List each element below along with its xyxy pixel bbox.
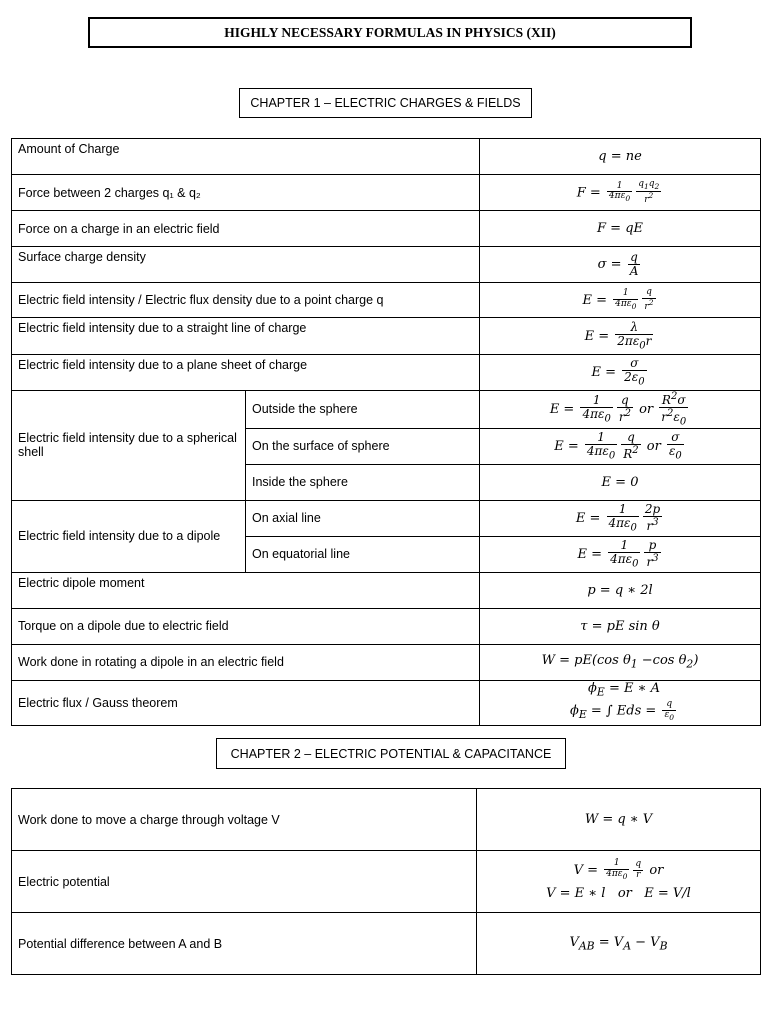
chapter-1-heading: CHAPTER 1 – ELECTRIC CHARGES & FIELDS xyxy=(239,88,532,118)
formula-amount-of-charge: q = ne xyxy=(480,139,761,175)
formula-dipole-equatorial: E = $\frac{1}{4\pi\varepsilon_0}$ $\frac{p}{r^3}$ xyxy=(480,536,761,572)
row-label-torque: Torque on a dipole due to electric field xyxy=(12,608,480,644)
row-label-potential: Electric potential xyxy=(12,851,477,913)
formula-dipole-axial: E = $\frac{1}{4\pi\varepsilon_0}$ $\frac{2p}{r^3}$ xyxy=(480,500,761,536)
chapter-2-table xyxy=(11,788,761,975)
shell-surface-label: On the surface of sphere xyxy=(246,428,480,464)
dipole-equatorial-label: On equatorial line xyxy=(246,536,480,572)
page-title: HIGHLY NECESSARY FORMULAS IN PHYSICS (XII) xyxy=(88,17,692,48)
row-label-field-plane-sheet: Electric field intensity due to a plane sheet of charge xyxy=(12,355,480,391)
row-label-flux-gauss: Electric flux / Gauss theorem xyxy=(12,680,480,726)
dipole-axial-label: On axial line xyxy=(246,500,480,536)
row-label-potential-difference: Potential difference between A and B xyxy=(12,913,477,975)
row-label-amount-of-charge: Amount of Charge xyxy=(12,139,480,175)
formula-shell-outside: E = $\frac{1}{4\pi\varepsilon_0}$ $\frac{q}{r^2}$ or $\frac{R^2\sigma}{r^2\varepsilon_0}$ xyxy=(480,391,761,429)
row-label-force-in-field: Force on a charge in an electric field xyxy=(12,211,480,247)
row-label-dipole-moment: Electric dipole moment xyxy=(12,572,480,608)
row-label-surface-density: Surface charge density xyxy=(12,247,480,283)
chapter-1-table xyxy=(11,138,761,726)
formula-field-point-charge: E = $\frac{1}{4\pi\varepsilon_0}$ $\frac{q}{r^2}$ xyxy=(480,283,761,318)
formula-shell-surface: E = $\frac{1}{4\pi\varepsilon_0}$ $\frac{q}{R^2}$ or $\frac{\sigma}{\varepsilon_0}$ xyxy=(480,428,761,464)
row-label-field-dipole: Electric field intensity due to a dipole xyxy=(12,500,246,572)
formula-field-line-charge: E = $\frac{\lambda}{2\pi\varepsilon_0r}$ xyxy=(480,318,761,355)
chapter-2-heading: CHAPTER 2 – ELECTRIC POTENTIAL & CAPACITANCE xyxy=(216,738,566,769)
formula-dipole-moment: p = q ∗ 2l xyxy=(480,572,761,608)
formula-field-plane-sheet: E = $\frac{\sigma}{2\varepsilon_0}$ xyxy=(480,355,761,391)
formula-coulomb-law: F = $\frac{1}{4\pi\varepsilon_0}$ $\frac{q_1q_2}{r^2}$ xyxy=(480,175,761,211)
row-label-work-voltage: Work done to move a charge through voltage V xyxy=(12,789,477,851)
row-label-field-line-charge: Electric field intensity due to a straight line of charge xyxy=(12,318,480,355)
row-label-field-shell: Electric field intensity due to a spherical shell xyxy=(12,391,246,501)
row-label-work-rotating: Work done in rotating a dipole in an electric field xyxy=(12,644,480,680)
formula-potential-difference: $V_{AB} = V_A - V_B$ xyxy=(477,913,761,975)
formula-shell-inside: E = 0 xyxy=(480,464,761,500)
row-label-field-point-charge: Electric field intensity / Electric flux density due to a point charge q xyxy=(12,283,480,318)
row-label-force-between-charges: Force between 2 charges q₁ & q₂ xyxy=(12,175,480,211)
formula-work-rotating: W = pE(cos $\theta_1 -\cos$ $\theta_2$) xyxy=(480,644,761,680)
formula-potential: V = $\frac{1}{4\pi\varepsilon_0}$ $\frac{q}{r}$ or V = E ∗ l or E = V/l xyxy=(477,851,761,913)
shell-inside-label: Inside the sphere xyxy=(246,464,480,500)
formula-torque: τ = pE sin θ xyxy=(480,608,761,644)
formula-flux-gauss: $\phi_E = E$ ∗ A $\phi_E$ = ∫ Eds = $\frac{q}{\varepsilon_0}$ xyxy=(480,680,761,726)
formula-surface-density: σ = $\frac{q}{A}$ xyxy=(480,247,761,283)
formula-work-voltage: W = q ∗ V xyxy=(477,789,761,851)
shell-outside-label: Outside the sphere xyxy=(246,391,480,429)
formula-force-in-field: F = qE xyxy=(480,211,761,247)
